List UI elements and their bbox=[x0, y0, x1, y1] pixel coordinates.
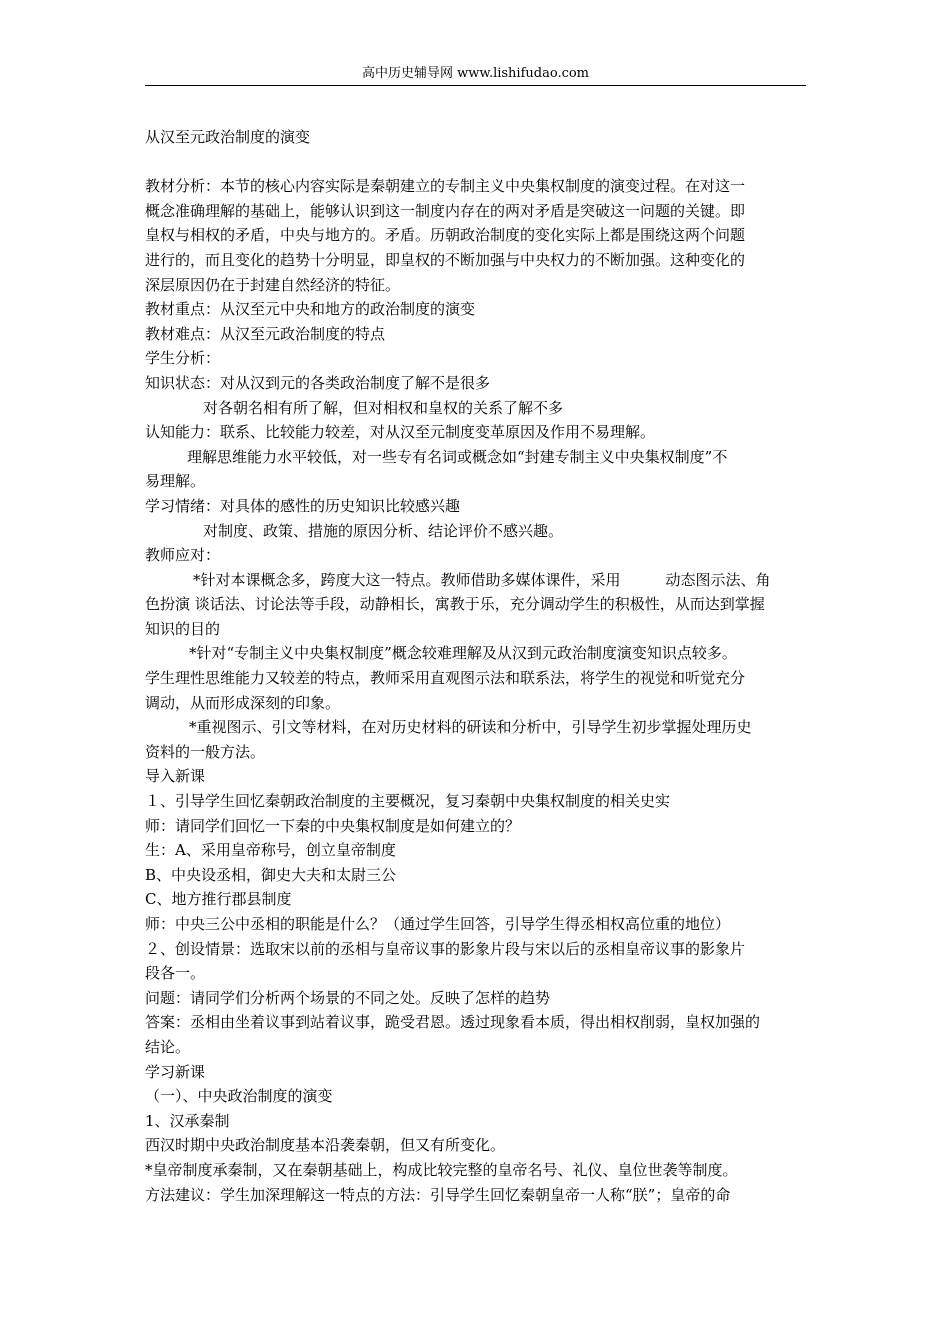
text-line: 认知能力：联系、比较能力较差，对从汉至元制度变革原因及作用不易理解。 bbox=[145, 423, 656, 442]
text-line: 理解思维能力水平较低，对一些专有名词或概念如“封建专制主义中央集权制度”不 bbox=[187, 447, 728, 466]
text-line: 进行的，而且变化的趋势十分明显，即皇权的不断加强与中央权力的不断加强。这种变化的 bbox=[145, 250, 746, 269]
text-line: 知识的目的 bbox=[145, 619, 221, 638]
text-line: 学习新课 bbox=[145, 1062, 206, 1081]
text-line: *针对“专制主义中央集权制度”概念较难理解及从汉到元政治制度演变知识点较多。 bbox=[189, 644, 737, 663]
text-line: 段各一。 bbox=[145, 964, 206, 983]
text-line: １、引导学生回忆秦朝政治制度的主要概况，复习秦朝中央集权制度的相关史实 bbox=[145, 792, 671, 811]
text-line: *皇帝制度承秦制，又在秦朝基础上，构成比较完整的皇帝名号、礼仪、皇位世袭等制度。 bbox=[145, 1160, 738, 1179]
text-line: 学生理性思维能力又较差的特点，教师采用直观图示法和联系法，将学生的视觉和听觉充分 bbox=[145, 669, 746, 688]
page-header: 高中历史辅导网 www.lishifudao.com bbox=[361, 66, 590, 81]
text-line: *针对本课概念多，跨度大这一特点。教师借助多媒体课件，采用 动态图示法、角 bbox=[193, 570, 771, 589]
text-line: 结论。 bbox=[145, 1037, 191, 1056]
document-body bbox=[145, 125, 810, 1207]
text-line: 师：中央三公中丞相的职能是什么？（通过学生回答，引导学生得丞相权高位重的地位） bbox=[145, 915, 731, 933]
text-line: （一）、中央政治制度的演变 bbox=[145, 1087, 333, 1106]
text-line: 对制度、政策、措施的原因分析、结论评价不感兴趣。 bbox=[203, 521, 564, 540]
text-line: 教材分析：本节的核心内容实际是秦朝建立的专制主义中央集权制度的演变过程。在对这一 bbox=[145, 177, 746, 196]
text-line: 导入新课 bbox=[145, 767, 206, 786]
text-line: 师：请同学们回忆一下秦的中央集权制度是如何建立的？ bbox=[145, 816, 521, 835]
text-line: 教材难点：从汉至元政治制度的特点 bbox=[145, 324, 386, 343]
text-line: 易理解。 bbox=[145, 472, 206, 491]
text-line: 教材重点：从汉至元中央和地方的政治制度的演变 bbox=[145, 300, 476, 319]
blank-line bbox=[145, 150, 810, 175]
text-line: 调动，从而形成深刻的印象。 bbox=[145, 693, 341, 712]
document-title: 从汉至元政治制度的演变 bbox=[145, 128, 311, 146]
header-rule bbox=[145, 85, 806, 86]
text-line: 1、汉承秦制 bbox=[145, 1111, 230, 1130]
text-line: B、中央设丞相，御史大夫和太尉三公 bbox=[145, 865, 397, 884]
text-line: 学习情绪：对具体的感性的历史知识比较感兴趣 bbox=[145, 496, 461, 515]
text-line: 教师应对： bbox=[145, 546, 221, 565]
text-line: 皇权与相权的矛盾，中央与地方的。矛盾。历朝政治制度的变化实际上都是围绕这两个问题 bbox=[145, 226, 746, 245]
text-line: 概念准确理解的基础上，能够认识到这一制度内存在的两对矛盾是突破这一问题的关键。即 bbox=[145, 201, 746, 220]
text-line: ２、创设情景：选取宋以前的丞相与皇帝议事的影象片段与宋以后的丞相皇帝议事的影象片 bbox=[145, 939, 746, 958]
text-line: 学生分析： bbox=[145, 349, 221, 368]
text-line: 答案：丞相由坐着议事到站着议事，跪受君恩。透过现象看本质，得出相权削弱，皇权加强的 bbox=[145, 1013, 761, 1032]
text-line: 问题：请同学们分析两个场景的不同之处。反映了怎样的趋势 bbox=[145, 988, 551, 1007]
text-line: 生：A、采用皇帝称号，创立皇帝制度 bbox=[145, 841, 396, 860]
text-line: C、地方推行郡县制度 bbox=[145, 890, 292, 909]
text-line: 资料的一般方法。 bbox=[145, 742, 266, 761]
text-line: 色扮演 谈话法、讨论法等手段，动静相长，寓教于乐，充分调动学生的积极性，从而达到掌握 bbox=[145, 595, 765, 614]
text-line: 深层原因仍在于封建自然经济的特征。 bbox=[145, 275, 401, 294]
text-line: 知识状态：对从汉到元的各类政治制度了解不是很多 bbox=[145, 373, 491, 392]
text-line: 西汉时期中央政治制度基本沿袭秦朝，但又有所变化。 bbox=[145, 1136, 506, 1155]
text-line: *重视图示、引文等材料，在对历史材料的研读和分析中，引导学生初步掌握处理历史 bbox=[189, 718, 752, 737]
text-line: 方法建议：学生加深理解这一特点的方法：引导学生回忆秦朝皇帝一人称“朕”；皇帝的命 bbox=[145, 1185, 731, 1204]
text-line: 对各朝名相有所了解，但对相权和皇权的关系了解不多 bbox=[203, 398, 564, 417]
